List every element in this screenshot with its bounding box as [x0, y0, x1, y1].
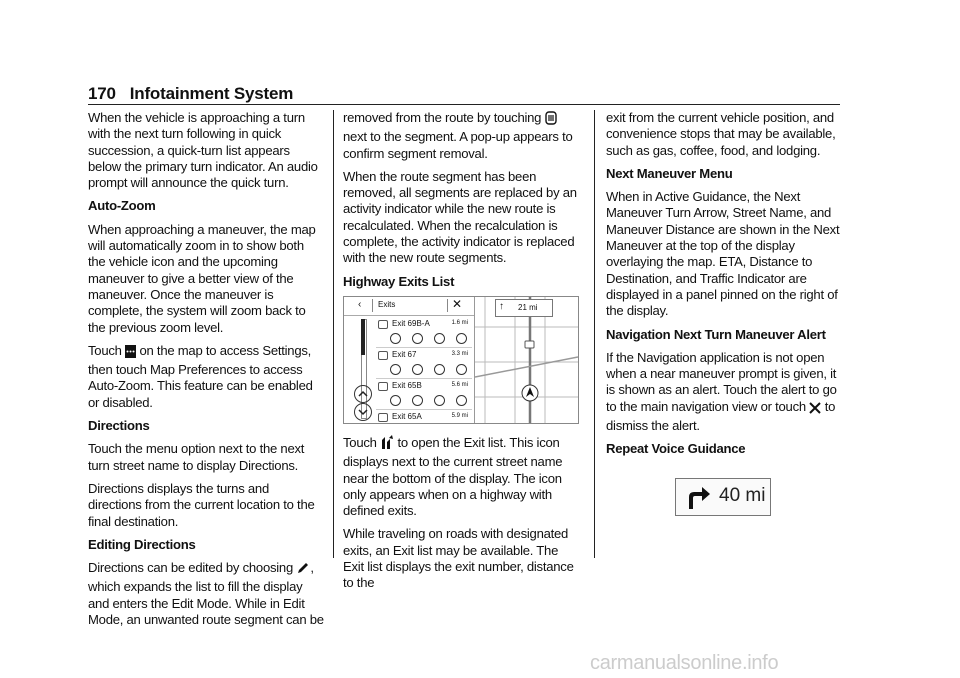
heading-auto-zoom: Auto-Zoom	[88, 198, 156, 214]
exit-distance: 5.6 mi	[451, 382, 468, 388]
paragraph	[606, 350, 842, 434]
exit-row	[376, 409, 472, 423]
exit-shield-icon	[378, 413, 388, 422]
exit-name: Exit 65B	[392, 381, 422, 390]
turn-distance: 40 mi	[719, 485, 766, 506]
paragraph	[343, 110, 581, 162]
exits-title: Exits	[378, 300, 396, 309]
lodging-icon	[456, 395, 467, 406]
column-2-lower	[343, 434, 581, 599]
next-turn-banner	[495, 299, 553, 317]
food-icon	[434, 364, 445, 375]
section-title: Infotainment System	[129, 84, 294, 103]
heading-highway-exits: Highway Exits List	[343, 273, 455, 289]
column-divider	[594, 110, 595, 558]
heading-directions: Directions	[88, 418, 150, 434]
watermark: carmanualsonline.info	[590, 652, 779, 674]
remove-segment-icon	[545, 111, 557, 129]
text-run: next to the segment. A pop-up appears to confirm segment removal.	[343, 129, 573, 161]
page-number: 170	[88, 84, 116, 103]
map-view	[475, 297, 578, 423]
scroll-up-button	[354, 385, 372, 403]
exits-topbar	[344, 297, 474, 316]
paragraph: When the route segment has been removed, all segments are replaced by an activity indicator while the new route is recalculated. When the recalculation is complete, the activity indicator is replaced with the new route segments.	[343, 168, 577, 266]
exit-row	[376, 378, 472, 410]
exit-name: Exit 67	[392, 350, 417, 359]
settings-menu-icon	[125, 345, 136, 362]
exits-list-figure	[343, 296, 579, 424]
turn-right-arrow-icon	[684, 483, 712, 516]
back-icon: ‹	[358, 299, 362, 310]
lodging-icon	[456, 333, 467, 344]
coffee-icon	[412, 395, 423, 406]
scrollbar-thumb	[361, 319, 365, 355]
pencil-icon	[296, 561, 310, 579]
exit-name: Exit 69B-A	[392, 319, 430, 328]
divider	[372, 299, 373, 312]
exit-row	[376, 347, 472, 379]
text-run: removed from the route by touching	[343, 110, 542, 125]
paragraph: Touch the menu option next to the next turn street name to display Directions.	[88, 441, 305, 473]
food-icon	[434, 395, 445, 406]
heading-repeat-voice-guidance: Repeat Voice Guidance	[606, 441, 746, 457]
paragraph: While traveling on roads with designated exits, an Exit list may be available. The Exit list displays the exit number, distance to the	[343, 526, 574, 591]
exit-shield-icon	[378, 382, 388, 391]
column-2	[343, 110, 581, 297]
paragraph	[88, 343, 324, 411]
header-rule	[88, 104, 840, 105]
text-run: Touch	[88, 342, 122, 358]
column-3	[606, 110, 842, 465]
paragraph	[88, 560, 324, 628]
text-run: on the map to access Settings, then touch Map Preferences to access Auto-Zoom. This feature can be enabled or disabled.	[88, 342, 313, 410]
food-icon	[434, 333, 445, 344]
heading-next-turn-alert: Navigation Next Turn Maneuver Alert	[606, 326, 826, 342]
page-header	[88, 84, 293, 104]
column-divider	[333, 110, 334, 558]
lodging-icon	[456, 364, 467, 375]
text-run: Directions can be edited by choosing	[88, 560, 293, 576]
exit-distance: 3.3 mi	[451, 351, 468, 357]
heading-next-maneuver-menu: Next Maneuver Menu	[606, 165, 733, 181]
exit-shield-icon	[378, 351, 388, 360]
straight-arrow-icon: ↑	[499, 301, 504, 312]
exits-panel	[344, 297, 475, 423]
map-distance: 21 mi	[518, 303, 538, 312]
text-run: Touch	[343, 435, 377, 450]
exit-distance: 5.9 mi	[451, 413, 468, 419]
coffee-icon	[412, 364, 423, 375]
paragraph: exit from the current vehicle position, and convenience stops that may be available, such as gas, coffee, food, and lodging.	[606, 110, 836, 158]
exit-distance: 1.6 mi	[451, 320, 468, 326]
gas-icon	[390, 364, 401, 375]
scroll-down-button	[354, 403, 372, 421]
text-run: If the Navigation application is not open when a near maneuver prompt is given, it is shown as an alert. Touch the alert to go to the main navigation view or touch	[606, 349, 837, 414]
paragraph: Directions displays the turns and directions from the current location to the final destination.	[88, 480, 315, 529]
text-run: to dismiss the alert.	[606, 398, 836, 434]
gas-icon	[390, 333, 401, 344]
paragraph: When the vehicle is approaching a turn with the next turn following in quick succession, a quick-turn list appears below the primary turn indicator. An audio prompt will announce the quick turn.	[88, 110, 318, 191]
paragraph	[343, 434, 581, 519]
heading-editing-directions: Editing Directions	[88, 536, 196, 552]
exit-row	[376, 316, 472, 348]
coffee-icon	[412, 333, 423, 344]
close-icon	[809, 402, 821, 418]
exit-list-icon	[380, 434, 394, 454]
gas-icon	[390, 395, 401, 406]
paragraph: When in Active Guidance, the Next Maneuver Turn Arrow, Street Name, and Maneuver Distance are shown in the Next Maneuver at the top of the display overlaying the map. ETA, Distance to Destination, and Traffic Indicator are displayed in a panel pinned on the right of the display.	[606, 189, 840, 319]
close-icon: ✕	[452, 297, 463, 311]
text-run: , which expands the list to fill the display and enters the Edit Mode. While in Edit Mode, an unwanted route segment can be	[88, 560, 324, 628]
exit-name: Exit 65A	[392, 412, 422, 421]
paragraph: When approaching a maneuver, the map will automatically zoom in to show both the vehicle icon and the upcoming maneuver to give a better view of the maneuver. Once the maneuver is complete, the system will zoom back to the previous zoom level.	[88, 221, 316, 335]
divider	[447, 299, 448, 312]
turn-indicator	[675, 478, 771, 516]
text-run: to open the Exit list. This icon displays next to the current street name near the bottom of the display. The icon only appears when on a highway with defined exits.	[343, 435, 563, 519]
exit-shield-icon	[378, 320, 388, 329]
column-1	[88, 110, 324, 635]
